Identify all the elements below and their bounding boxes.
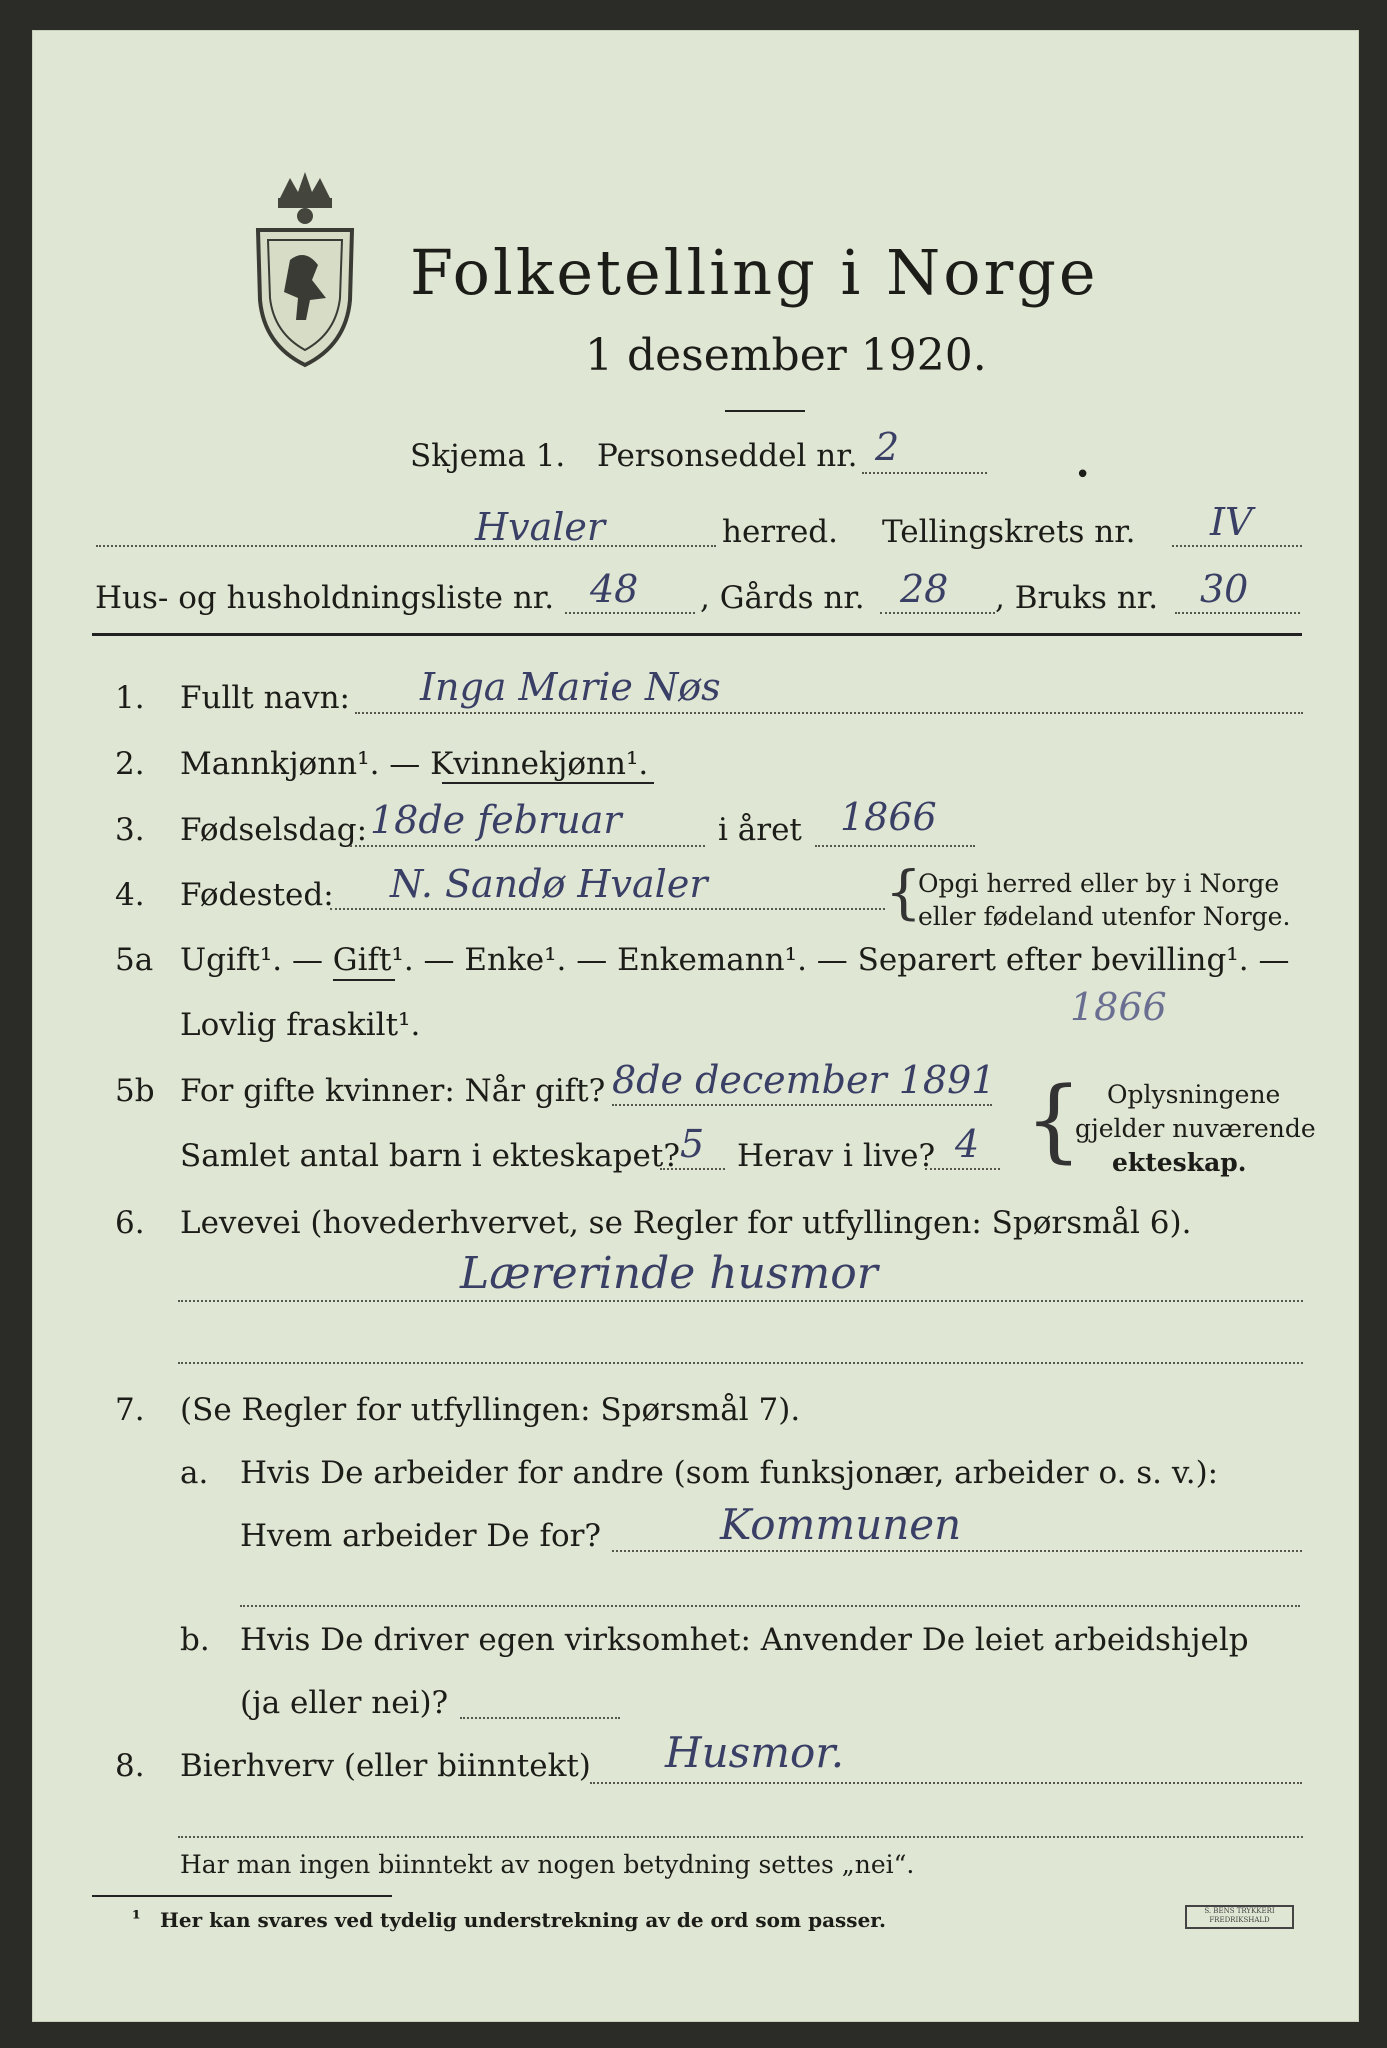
children-label: Samlet antal barn i ekteskapet?	[180, 1138, 680, 1174]
gender-underline	[442, 782, 654, 784]
marital-underline	[333, 979, 395, 981]
q6-label: Levevei (hovederhvervet, se Regler for utfyllingen: Spørsmål 6).	[180, 1205, 1192, 1241]
hus-label: Hus- og husholdningsliste nr.	[95, 580, 555, 616]
employer-value: Kommunen	[720, 1500, 962, 1549]
q7b-hire-label: (ja eller nei)?	[240, 1685, 449, 1721]
birthday-value: 18de februar	[370, 798, 622, 842]
q7b-label: Hvis De driver egen virksomhet: Anvender De leiet arbeidshjelp	[240, 1622, 1249, 1658]
marital-status-options: Ugift¹. — Gift¹. — Enke¹. — Enkemann¹. — Separert efter bevilling¹. —	[180, 942, 1290, 978]
bruks-label: , Bruks nr.	[995, 580, 1159, 616]
q7a-label: Hvis De arbeider for andre (som funksjonær, arbeider o. s. v.):	[240, 1455, 1219, 1491]
q8-number: 8.	[115, 1748, 145, 1784]
personseddel-value: 2	[875, 425, 900, 469]
gards-value: 28	[900, 567, 949, 611]
form-title: Folketelling i Norge	[410, 236, 1099, 309]
footnote-divider	[92, 1895, 392, 1897]
hus-value: 48	[590, 567, 639, 611]
tellingskrets-value: IV	[1210, 500, 1253, 544]
occupation-value: Lærerinde husmor	[460, 1248, 878, 1299]
side-income-value: Husmor.	[665, 1728, 845, 1777]
tellingskrets-label: Tellingskrets nr.	[882, 514, 1136, 550]
full-name-value: Inga Marie Nøs	[420, 665, 721, 709]
marriage-note-2: gjelder nuværende	[1075, 1114, 1316, 1143]
bruks-value: 30	[1200, 567, 1249, 611]
marriage-note-1: Oplysningene	[1107, 1080, 1281, 1109]
personseddel-label: Personseddel nr.	[597, 438, 858, 474]
birthplace-value: N. Sandø Hvaler	[390, 862, 708, 906]
gender-options: Mannkjønn¹. — Kvinnekjønn¹.	[180, 746, 649, 782]
footnote-mark: ¹	[132, 1906, 141, 1930]
marital-status-options-2: Lovlig fraskilt¹.	[180, 1007, 421, 1043]
alive-label: Herav i live?	[737, 1138, 936, 1174]
children-value: 5	[680, 1122, 705, 1166]
header-divider	[92, 633, 1302, 636]
margin-note-value: 1866	[1070, 985, 1167, 1029]
alive-value: 4	[955, 1122, 980, 1166]
q1-label: Fullt navn:	[180, 680, 350, 716]
q3-number: 3.	[115, 812, 145, 848]
birthplace-note-1: Opgi herred eller by i Norge	[918, 869, 1280, 898]
q2-number: 2.	[115, 746, 145, 782]
q4-label: Fødested:	[180, 877, 334, 913]
q5a-number: 5a	[115, 942, 154, 978]
year-label: i året	[718, 812, 802, 848]
q7b-letter: b.	[180, 1622, 210, 1658]
herred-value: Hvaler	[475, 505, 606, 549]
birth-year-value: 1866	[840, 795, 937, 839]
marriage-note-3: ekteskap.	[1112, 1148, 1247, 1177]
census-date: 1 desember 1920.	[585, 330, 987, 381]
q4-number: 4.	[115, 877, 145, 913]
coat-of-arms-icon	[250, 170, 360, 370]
q1-number: 1.	[115, 680, 145, 716]
footer-note: Har man ingen biinntekt av nogen betydning settes „nei“.	[180, 1850, 915, 1879]
q3-label: Fødselsdag:	[180, 812, 368, 848]
q5b-label: For gifte kvinner: Når gift?	[180, 1073, 606, 1109]
ink-dot: •	[1075, 460, 1091, 490]
q6-number: 6.	[115, 1205, 145, 1241]
q7-number: 7.	[115, 1392, 145, 1428]
title-divider	[725, 410, 805, 412]
footnote-text: Her kan svares ved tydelig understrekning av de ord som passer.	[160, 1908, 886, 1932]
birthplace-note-2: eller fødeland utenfor Norge.	[918, 902, 1291, 931]
q8-label: Bierhverv (eller biinntekt)	[180, 1748, 591, 1784]
printer-stamp: S. BENS TRYKKERI FREDRIKSHALD	[1185, 1905, 1294, 1929]
q7-label: (Se Regler for utfyllingen: Spørsmål 7).	[180, 1392, 801, 1428]
married-date-value: 8de december 1891	[612, 1058, 996, 1102]
skjema-label: Skjema 1.	[410, 438, 566, 474]
gards-label: , Gårds nr.	[700, 580, 865, 616]
q7a-employer-label: Hvem arbeider De for?	[240, 1518, 602, 1554]
q7a-letter: a.	[180, 1455, 209, 1491]
q5b-number: 5b	[115, 1073, 155, 1109]
herred-label: herred.	[722, 514, 838, 550]
